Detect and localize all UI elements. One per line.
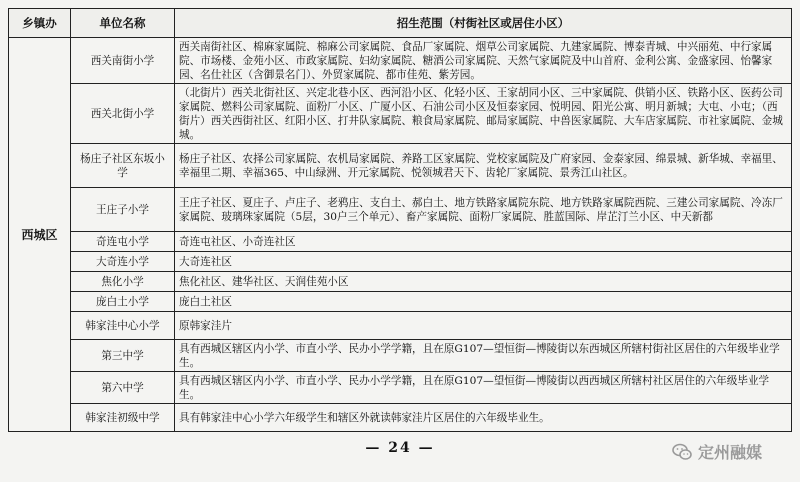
table-row — [9, 292, 792, 312]
table-row — [9, 232, 792, 252]
table-row — [9, 372, 792, 404]
wechat-icon — [672, 443, 692, 461]
scope-cell: （北街片）西关北街社区、兴定北巷小区、西河沿小区、化轻小区、王家胡同小区、三中家属院、供销小区、铁路小区、医药公司家属院、燃料公司家属院、面粉厂小区、广厦小区、石油公司小区及恒泰家园、悦明园、阳光公寓、明月新城；大屯、小屯；（西街片）西关西街社区、红阳小区、打井队家属院、粮食局家属院、邮局家属院、中兽医家属院、大车店家属院、市社家属院、金城城。 — [175, 84, 792, 144]
scope-cell: 原韩家洼片 — [175, 312, 792, 340]
unit-cell: 西关北街小学 — [71, 84, 175, 144]
unit-cell: 王庄子小学 — [71, 188, 175, 232]
unit-cell: 庞白土小学 — [71, 292, 175, 312]
town-cell: 西城区 — [9, 38, 71, 432]
unit-cell: 第三中学 — [71, 340, 175, 372]
unit-cell: 西关南街小学 — [71, 38, 175, 84]
watermark — [672, 440, 762, 463]
table-row — [9, 404, 792, 432]
scope-cell: 具有韩家洼中心小学六年级学生和辖区外就读韩家洼片区居住的六年级毕业生。 — [175, 404, 792, 432]
unit-cell: 杨庄子社区东坂小学 — [71, 144, 175, 188]
scope-cell: 庞白土社区 — [175, 292, 792, 312]
enrollment-table — [8, 8, 792, 432]
table-row — [9, 84, 792, 144]
scope-cell: 大奇连社区 — [175, 252, 792, 272]
unit-cell: 焦化小学 — [71, 272, 175, 292]
unit-cell: 韩家洼初级中学 — [71, 404, 175, 432]
scope-cell: 西关南街社区、棉麻家属院、棉麻公司家属院、食品厂家属院、烟草公司家属院、九建家属院、博泰青城、中兴丽苑、中行家属院、市场楼、金苑小区、市政家属院、妇幼家属院、糖酒公司家属院、天然气家属院及中山首府、金利公寓、金盛家园、怡馨家园、名仕社区（含御景名门）、外贸家属院、都市佳苑、紫芳园。 — [175, 38, 792, 84]
header-town: 乡镇办 — [9, 9, 71, 38]
table-row — [9, 38, 792, 84]
table-row — [9, 144, 792, 188]
scope-cell: 具有西城区辖区内小学、市直小学、民办小学学籍，且在原G107—望恒街—博陵街以东西城区所辖村街社区居住的六年级毕业学生。 — [175, 340, 792, 372]
scope-cell: 奇连屯社区、小奇连社区 — [175, 232, 792, 252]
table-row — [9, 252, 792, 272]
table-row — [9, 188, 792, 232]
table-header-row — [9, 9, 792, 38]
scope-cell: 具有西城区辖区内小学、市直小学、民办小学学籍，且在原G107—望恒街—博陵街以西西城区所辖村社区居住的六年级毕业学生。 — [175, 372, 792, 404]
unit-cell: 韩家洼中心小学 — [71, 312, 175, 340]
unit-cell: 大奇连小学 — [71, 252, 175, 272]
page-number: — 24 — — [365, 440, 435, 456]
scope-cell: 焦化社区、建华社区、天润佳苑小区 — [175, 272, 792, 292]
header-scope: 招生范围（村街社区或居住小区） — [175, 9, 792, 38]
unit-cell: 第六中学 — [71, 372, 175, 404]
watermark-text: 定州融媒 — [697, 443, 762, 462]
scope-cell: 王庄子社区、夏庄子、卢庄子、老鸦庄、支白土、郝白土、地方铁路家属院东院、地方铁路家属院西院、三建公司家属院、冷冻厂家属院、玻璃珠家属院（5层，30户三个单元）、畜产家属院、面粉厂家属院、胜蓝国际、岸芷汀兰小区、中天新都 — [175, 188, 792, 232]
unit-cell: 奇连屯小学 — [71, 232, 175, 252]
table-row — [9, 312, 792, 340]
table-row — [9, 340, 792, 372]
scope-cell: 杨庄子社区、农择公司家属院、农机局家属院、养路工区家属院、党校家属院及广府家园、金泰家园、绵景城、新华城、幸福里、幸福里二期、幸福365、中山绿洲、开元家属院、悦领城君天下、齿轮厂家属院、景秀江山社区。 — [175, 144, 792, 188]
table-row — [9, 272, 792, 292]
header-unit: 单位名称 — [71, 9, 175, 38]
